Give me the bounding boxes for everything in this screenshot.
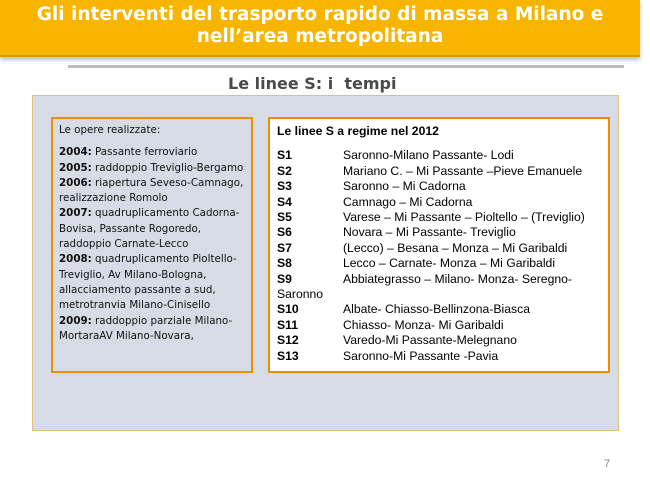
line-code: S6 <box>277 225 292 240</box>
opere-text: quadruplicamento Cadorna-Bovisa, Passante Rogoredo, raddoppio Carnate-Lecco <box>59 207 240 251</box>
line-route: (Lecco) – Besana – Monza – Mi Garibaldi <box>343 240 568 255</box>
line-code: S4 <box>277 194 292 209</box>
line-route: Saronno <box>277 287 324 302</box>
opere-year: 2006: <box>59 176 92 189</box>
opere-item <box>59 161 245 176</box>
line-code: S12 <box>277 333 299 348</box>
line-code: S8 <box>277 256 292 271</box>
opere-year: 2009: <box>59 314 92 327</box>
linee-row <box>277 164 600 179</box>
opere-text: raddoppio Treviglio-Bergamo <box>91 161 244 174</box>
line-code: S7 <box>277 240 292 255</box>
opere-text: quadruplicamento Pioltello-Treviglio, Av Milano-Bologna, allacciamento passante a sud, metrotranvia Milano-Cinisello <box>59 253 237 312</box>
linee-list <box>277 148 600 364</box>
line-route: Albate- Chiasso-Bellinzona-Biasca <box>343 302 530 317</box>
linee-row <box>277 179 600 194</box>
opere-header: Le opere realizzate: <box>59 124 161 136</box>
linee-box <box>268 117 610 373</box>
line-route: Camnago – Mi Cadorna <box>343 194 473 209</box>
opere-item <box>59 252 245 313</box>
line-route: Abbiategrasso – Milano- Monza- Seregno- <box>343 271 572 286</box>
linee-row <box>277 241 600 256</box>
linee-row <box>277 349 600 364</box>
line-code: S3 <box>277 179 292 194</box>
slide-title-line2: nell’area metropolitana <box>196 26 444 47</box>
line-route: Saronno-Milano Passante- Lodi <box>343 148 514 163</box>
linee-header: Le linee S a regime nel 2012 <box>277 124 439 138</box>
opere-list <box>59 145 245 344</box>
linee-row <box>277 210 600 225</box>
opere-year: 2008: <box>59 253 92 266</box>
opere-text: Passante ferroviario <box>91 146 198 159</box>
opere-year: 2005: <box>59 161 92 174</box>
line-code: S1 <box>277 148 292 163</box>
linee-row <box>277 148 600 163</box>
linee-row <box>277 333 600 348</box>
line-code: S5 <box>277 210 292 225</box>
slide-title <box>0 0 640 57</box>
opere-item <box>59 206 245 252</box>
line-route: Varedo-Mi Passante-Melegnano <box>343 333 517 348</box>
title-divider <box>68 65 624 68</box>
linee-row <box>277 318 600 333</box>
line-code: S2 <box>277 163 292 178</box>
line-code: S13 <box>277 348 299 363</box>
opere-item <box>59 145 245 160</box>
linee-row <box>277 302 600 317</box>
slide-title-line1: Gli interventi del trasporto rapido di massa a Milano e <box>36 4 604 25</box>
opere-year: 2004: <box>59 146 92 159</box>
opere-year: 2007: <box>59 207 92 220</box>
line-route: Saronno – Mi Cadorna <box>343 179 466 194</box>
line-code: S9 <box>277 271 292 286</box>
opere-item <box>59 314 245 345</box>
opere-item <box>59 176 245 207</box>
opere-text: raddoppio parziale Milano-MortaraAV Milano-Novara, <box>59 314 233 342</box>
linee-row <box>277 256 600 271</box>
line-code: S10 <box>277 302 299 317</box>
line-code: S11 <box>277 317 299 332</box>
linee-row <box>277 225 600 240</box>
line-route: Varese – Mi Passante – Pioltello – (Treviglio) <box>343 210 585 225</box>
line-route: Chiasso- Monza- Mi Garibaldi <box>343 317 504 332</box>
opere-text: riapertura Seveso-Camnago, realizzazione Romolo <box>59 176 244 205</box>
linee-row-continuation <box>277 287 600 302</box>
opere-box <box>51 117 253 373</box>
linee-row <box>277 272 600 287</box>
line-route: Mariano C. – Mi Passante –Pieve Emanuele <box>343 163 583 178</box>
page-number: 7 <box>604 458 611 470</box>
line-route: Novara – Mi Passante- Treviglio <box>343 225 516 240</box>
line-route: Lecco – Carnate- Monza – Mi Garibaldi <box>343 256 556 271</box>
linee-row <box>277 195 600 210</box>
slide-subtitle: Le linee S: i tempi <box>228 74 397 93</box>
line-route: Saronno-Mi Passante -Pavia <box>343 348 499 363</box>
